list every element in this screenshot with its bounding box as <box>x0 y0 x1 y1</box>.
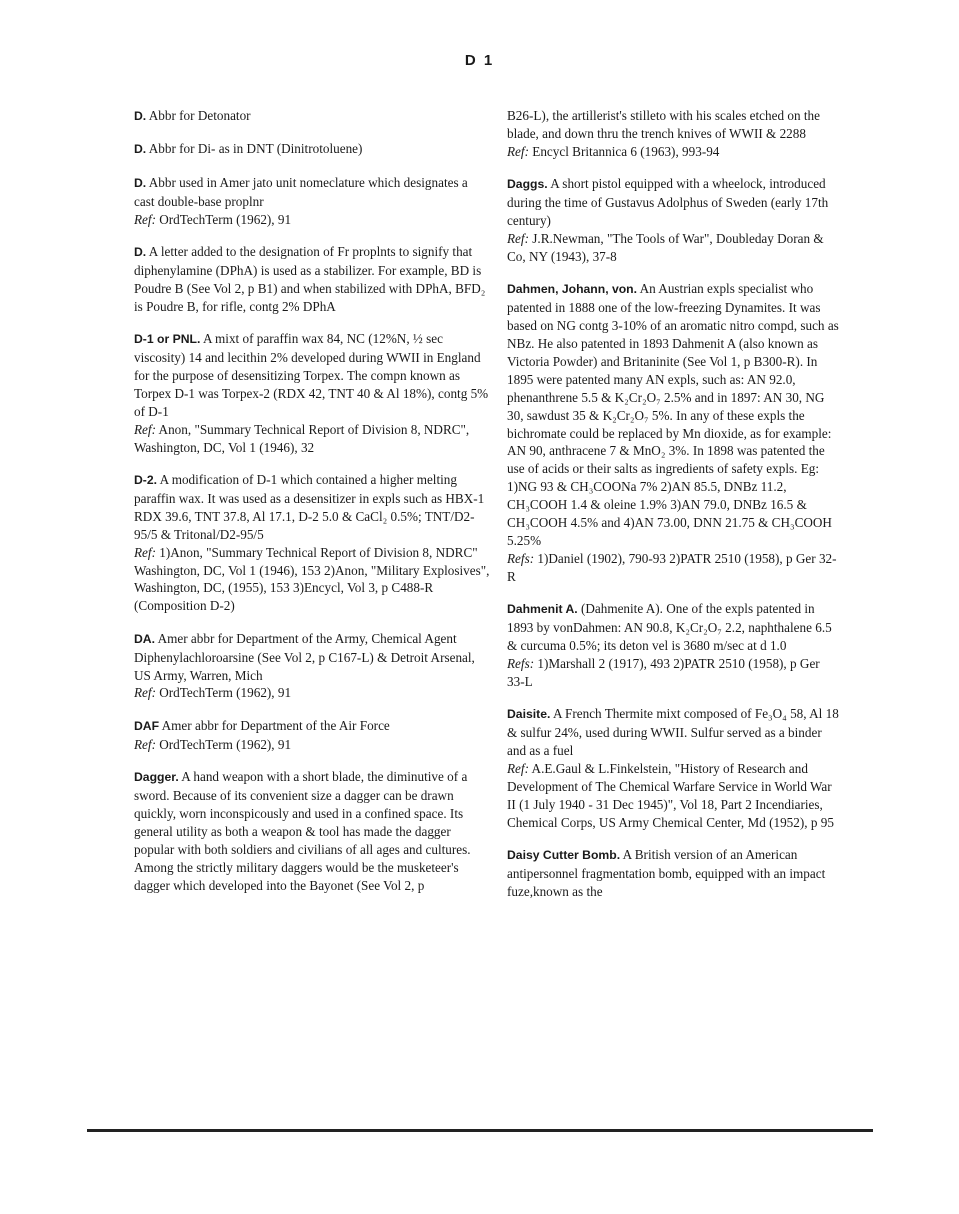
entry-headword: D. <box>134 175 147 190</box>
ref-label: Ref: <box>507 760 529 776</box>
reference-text: 1)Anon, "Summary Technical Report of Division 8, NDRC" Washington, DC, Vol 1 (1946), 153 2)Anon, "Military Explosives", Washington, DC, (1955), 153 3)Encycl, Vol 3, p C488-R (Composition D-2) <box>134 544 490 614</box>
entry-headword: Daisite. <box>507 707 551 722</box>
entry-d-jato <box>134 174 490 229</box>
reference-text: OrdTechTerm (1962), 91 <box>159 211 292 227</box>
ref-label: Refs: <box>507 550 535 566</box>
entry-body: Amer abbr for Department of the Army, Chemical Agent Diphenylachloroarsine (See Vol 2, p C167-L) & Detroit Arsenal, US Army, Warren, Mich <box>134 630 475 683</box>
entry-headword: DAF <box>134 718 160 733</box>
entry-body: A British version of an American antipersonnel fragmentation bomb, equipped with an impact fuze,known as the <box>507 847 826 899</box>
reference-text: OrdTechTerm (1962), 91 <box>159 685 292 701</box>
footer-rule <box>87 1129 873 1132</box>
entry-body: Abbr for Di- as in DNT (Dinitrotoluene) <box>148 141 363 157</box>
left-column <box>134 107 490 909</box>
entry-daisite <box>507 705 839 831</box>
entry-body: (Dahmenite A). One of the expls patented in 1893 by vonDahmen: AN 90.8, K₂Cr₂O₇ 2.2, naphthalene 6.5 & curcuma 0.5%; its deton vel is 3680 m/sec at d 1.0 <box>507 601 832 653</box>
entry-headword: D. <box>134 109 147 123</box>
entry-headword: Daisy Cutter Bomb. <box>507 848 621 863</box>
entry-dahmen <box>507 280 839 585</box>
entry-body: Amer abbr for Department of the Air Force <box>161 717 390 733</box>
entry-headword: DA. <box>134 631 155 646</box>
ref-label: Ref: <box>134 211 156 227</box>
entry-daf <box>134 717 490 754</box>
entry-headword: D. <box>134 142 147 157</box>
entry-dahmenit <box>507 600 839 691</box>
ref-label: Ref: <box>134 685 156 701</box>
entry-body: A modification of D-1 which contained a higher melting paraffin wax. It was used as a desensitizer in expls such as HBX-1 RDX 39.6, TNT 37.8, Al 17.1, D-2 5.0 & CaCl₂ 0.5%; TNT/D2-95/5 & Tritonal/D2-95/5 <box>134 472 485 542</box>
entry-headword: Dahmenit A. <box>507 602 578 617</box>
ref-label: Ref: <box>507 230 529 246</box>
entry-d2 <box>134 471 490 615</box>
entry-d1-pnl <box>134 330 490 456</box>
entry-d-di <box>134 140 490 159</box>
entry-body: An Austrian expls specialist who patented in 1888 one of the low-freezing Dynamites. It was based on NG contg 3-10% of an aromatic nitro compd, such as NBz. He also patented in 1893 Dahmenit A (also known as Victoria Powder) and Britaninite (See Vol 1, p B300-R). In 1895 were patented many AN expls, such as: AN 92.0, phenanthrene 5.5 & K₂Cr₂O₇ 2.5% and in 1897: AN 30, NG 30, sawdust 35 & K₂Cr₂O₇ 5%. In any of these expls the bichromate could be replaced by Mn dioxide, as for example: AN 90, anthracene 7 & MnO₂ 3%. In 1898 was patented the use of acids or their salts as ingredients of safety expls. Eg: 1)NG 93 & CH₃COONa 7% 2)AN 85.5, DNBz 11.2, CH₃COOH 1.4 & oleine 1.9% 3)AN 79.0, DNBz 16.5 & CH₃COOH 4.5% and 4)AN 73.00, DNN 21.75 & CH₃COOH 5.25% <box>507 281 839 548</box>
entry-body: A letter added to the designation of Fr proplnts to signify that diphenylamine (DPhA) is used as a stabilizer. For example, BD is Poudre B (See Vol 2, p B1) and when stabilized with DPhA, BFD₂ is Poudre B, for rifle, contg 2% DPhA <box>134 244 486 314</box>
reference-text: J.R.Newman, "The Tools of War", Doubleday Doran & Co, NY (1943), 37-8 <box>507 230 824 264</box>
entry-headword: D-1 or PNL. <box>134 332 201 347</box>
reference-text: A.E.Gaul & L.Finkelstein, "History of Research and Development of The Chemical Warfare Service in World War II (1 July 1940 - 31 Dec 1945)", Vol 18, Part 2 Incendiaries, Chemical Corps, US Army Chemical Center, Md (1952), p 95 <box>507 760 834 830</box>
reference-text: Anon, "Summary Technical Report of Division 8, NDRC", Washington, DC, Vol 1 (1946), 32 <box>134 421 470 455</box>
entry-da <box>134 630 490 703</box>
entry-body: B26-L), the artillerist's stilleto with his scales etched on the blade, and down thru the trench knives of WWII & 2288 <box>507 108 820 141</box>
ref-label: Ref: <box>134 544 156 560</box>
reference-text: 1)Daniel (1902), 790-93 2)PATR 2510 (1958), p Ger 32-R <box>507 550 837 584</box>
entry-headword: Dahmen, Johann, von. <box>507 282 638 297</box>
entry-d-detonator <box>134 107 490 126</box>
ref-label: Refs: <box>507 655 535 671</box>
entry-body: Abbr for Detonator <box>148 108 251 123</box>
ref-label: Ref: <box>507 143 529 159</box>
page-title: D 1 <box>464 52 495 69</box>
entry-dagger <box>134 768 490 894</box>
entry-d-letter <box>134 243 490 316</box>
entry-daisy-cutter <box>507 846 839 901</box>
entry-headword: D-2. <box>134 473 158 487</box>
reference-text: OrdTechTerm (1962), 91 <box>159 736 292 752</box>
ref-label: Ref: <box>134 421 156 437</box>
entry-headword: Daggs. <box>507 177 548 192</box>
entry-body: Abbr used in Amer jato unit nomeclature which designates a cast double-base proplnr <box>134 174 468 209</box>
entry-body: A short pistol equipped with a wheelock, introduced during the time of Gustavus Adolphus of Sweden (early 17th century) <box>507 176 829 229</box>
entry-headword: D. <box>134 245 147 260</box>
entry-body: A French Thermite mixt composed of Fe₃O₄ 58, Al 18 & sulfur 24%, used during WWII. Sulfur served as a binder and as a fuel <box>507 706 839 758</box>
entry-headword: Dagger. <box>134 770 179 785</box>
entry-daggs <box>507 175 839 266</box>
reference-text: Encycl Britannica 6 (1963), 993-94 <box>532 143 720 159</box>
entry-body: A mixt of paraffin wax 84, NC (12%N, ½ sec viscosity) 14 and lecithin 2% developed during WWII in England for the purpose of desensitizing Torpex. The compn known as Torpex D-1 was Torpex-2 (RDX 42, TNT 40 & Al 18%), contg 5% of D-1 <box>134 331 489 419</box>
entry-body: A hand weapon with a short blade, the diminutive of a sword. Because of its convenient size a dagger can be drawn quickly, worn inconspicously and used in a confined space. Its general utility as both a weapon & tool has made the dagger popular with both soldiers and civilians of all ages and cultures. Among the strictly military daggers would be the musketeer's dagger which developed into the Bayonet (See Vol 2, p <box>134 769 471 893</box>
entry-dagger-cont <box>507 107 839 161</box>
reference-text: 1)Marshall 2 (1917), 493 2)PATR 2510 (1958), p Ger 33-L <box>507 655 820 689</box>
right-column <box>507 107 839 915</box>
ref-label: Ref: <box>134 736 156 752</box>
